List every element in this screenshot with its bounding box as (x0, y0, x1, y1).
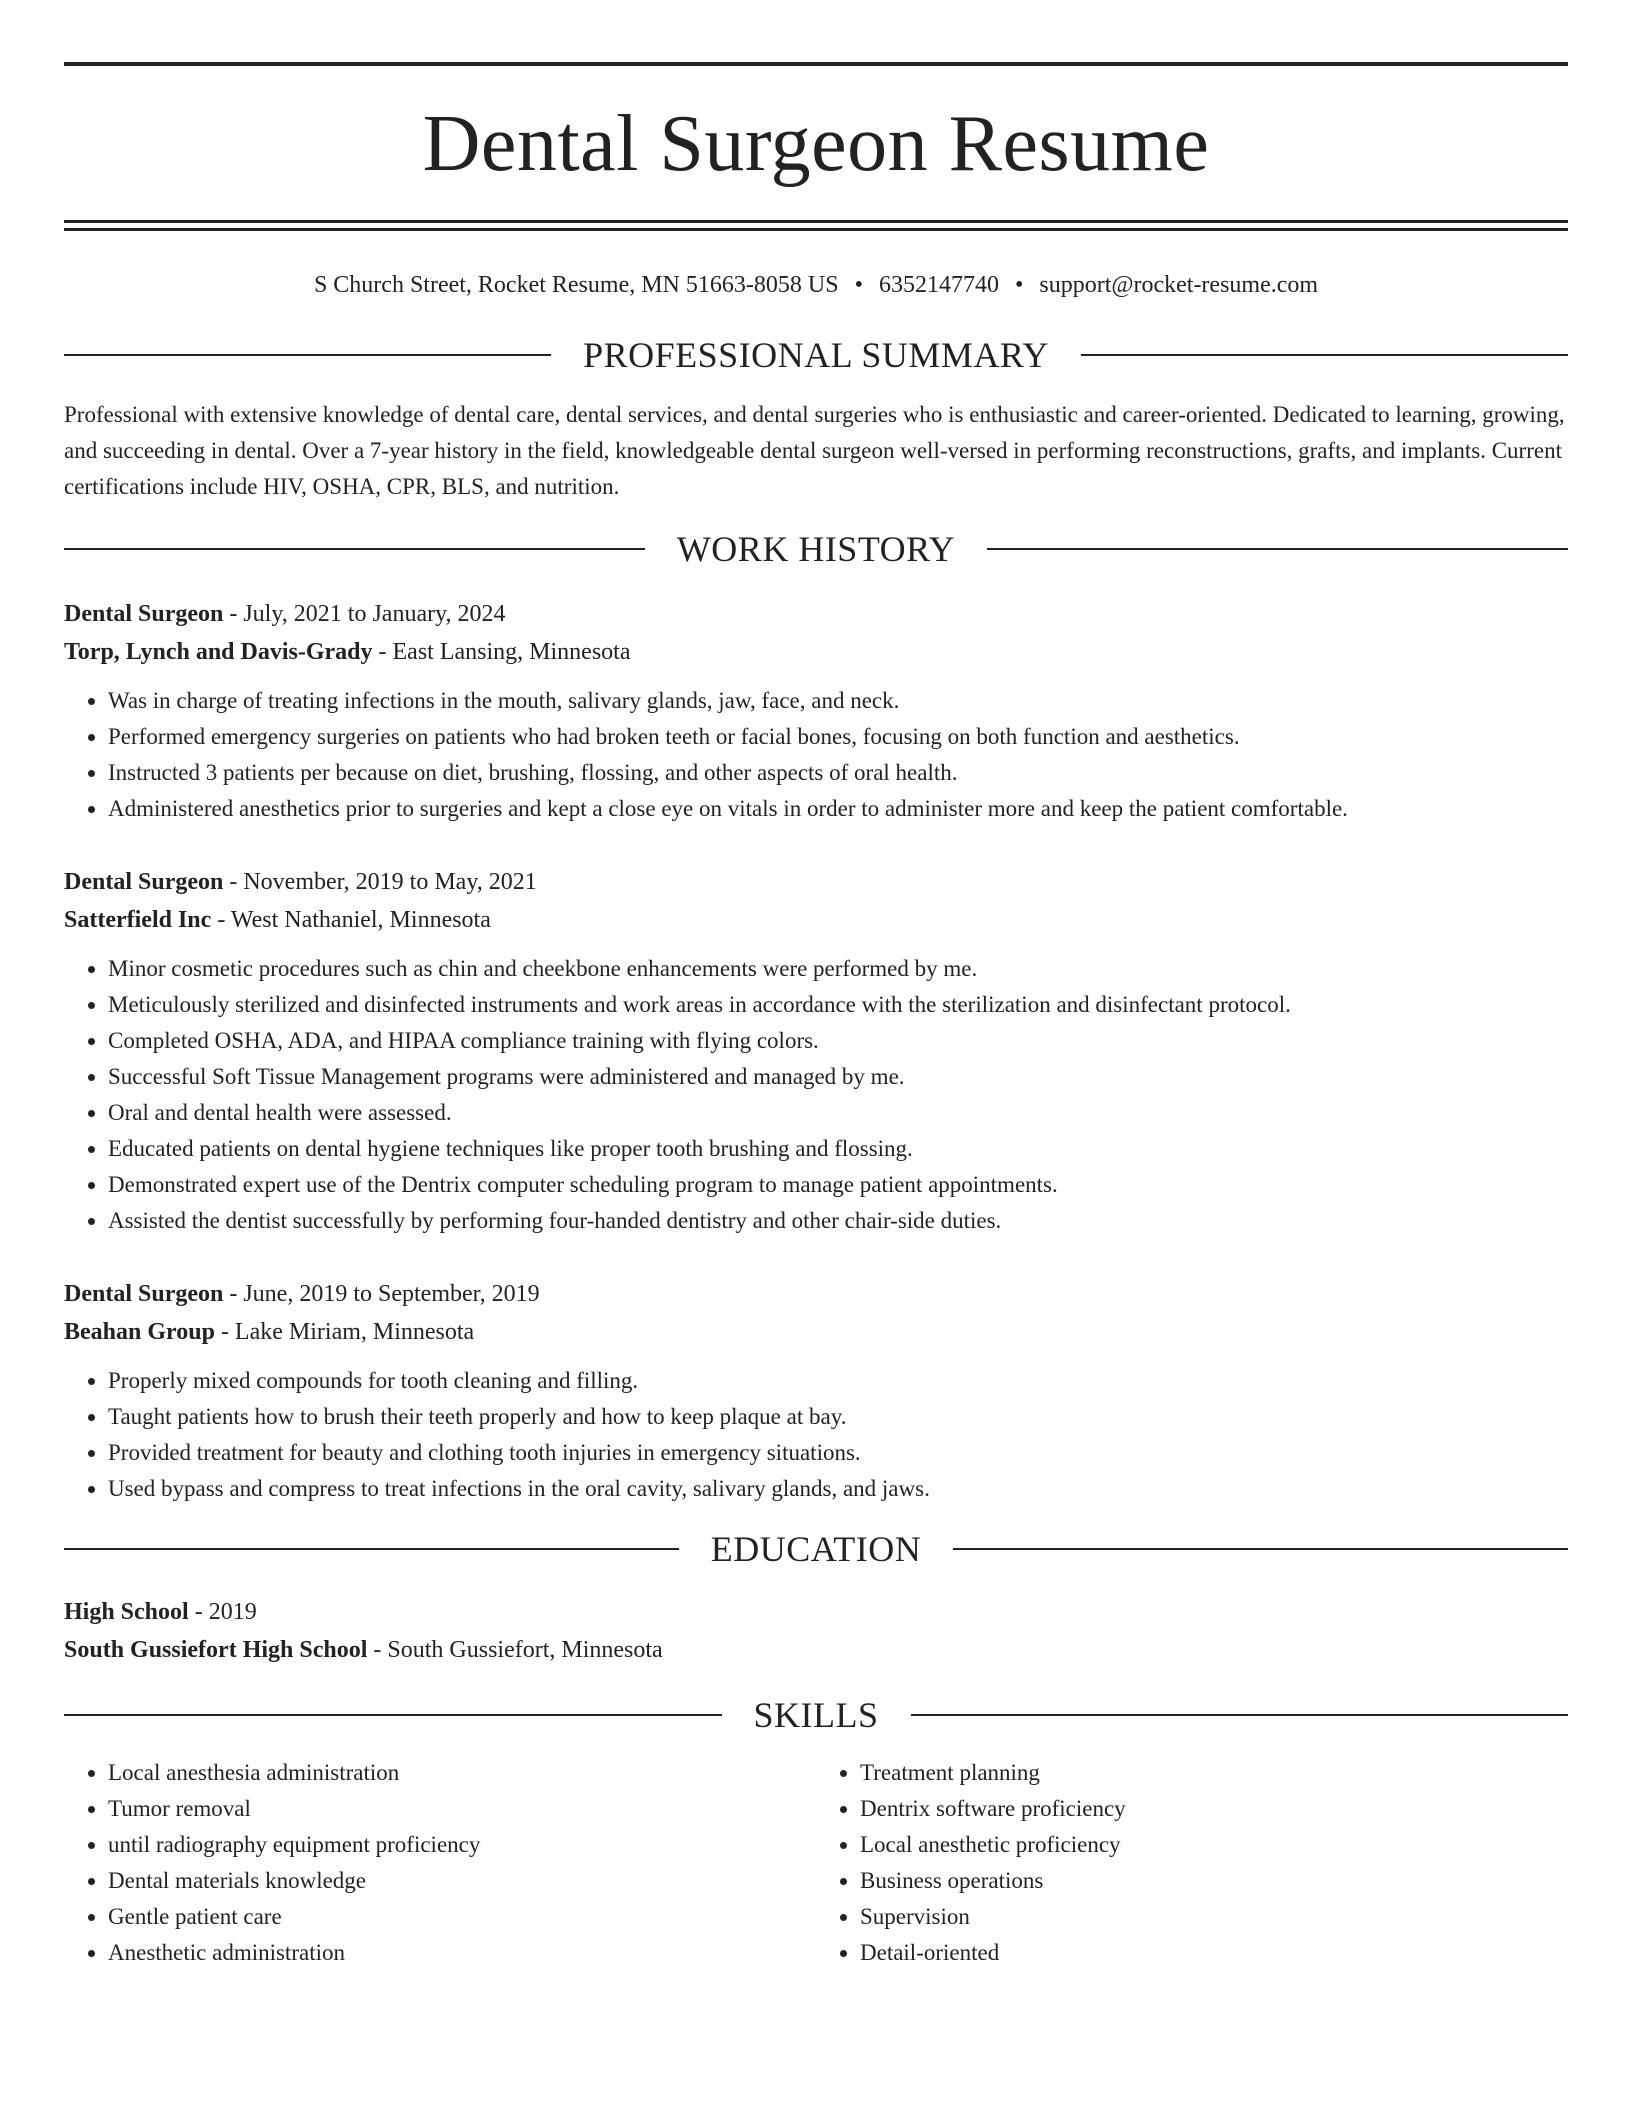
resume-title: Dental Surgeon Resume (422, 100, 1210, 188)
divider-line (64, 354, 551, 356)
education-entry (64, 1593, 1568, 1669)
education-location: - South Gussiefort, Minnesota (367, 1637, 663, 1663)
education-school: South Gussiefort High School (64, 1637, 368, 1663)
job-company: Torp, Lynch and Davis-Grady (64, 639, 373, 665)
job-title: Dental Surgeon (64, 1281, 224, 1307)
job-bullet-item: • Successful Soft Tissue Management programs were administered and managed by me. (108, 1059, 1568, 1095)
skill-item: • Treatment planning (860, 1755, 1568, 1791)
contact-separator: • (854, 272, 863, 298)
job-entry (64, 863, 1568, 1239)
section-title-skills: SKILLS (753, 1695, 879, 1735)
skill-item: • until radiography equipment proficiency (108, 1827, 816, 1863)
skills-columns (64, 1755, 1568, 1971)
job-company: Satterfield Inc (64, 907, 212, 933)
job-bullet-item: • Provided treatment for beauty and clothing tooth injuries in emergency situations. (108, 1435, 1568, 1471)
section-header-summary (64, 333, 1568, 377)
job-bullets (64, 683, 1568, 827)
section-title-summary: PROFESSIONAL SUMMARY (583, 335, 1049, 375)
job-title-line (64, 863, 1568, 901)
job-bullets (64, 951, 1568, 1239)
top-rule (64, 62, 1568, 66)
education-year: - 2019 (188, 1599, 257, 1625)
job-bullet-item: • Educated patients on dental hygiene techniques like proper tooth brushing and flossing. (108, 1131, 1568, 1167)
skill-item: • Dentrix software proficiency (860, 1791, 1568, 1827)
skill-item: • Supervision (860, 1899, 1568, 1935)
job-dates: - June, 2019 to September, 2019 (223, 1281, 540, 1307)
skill-item: • Anesthetic administration (108, 1935, 816, 1971)
job-bullets (64, 1363, 1568, 1507)
divider-line (911, 1714, 1569, 1716)
job-entry (64, 595, 1568, 827)
skill-item: • Business operations (860, 1863, 1568, 1899)
education-degree: High School (64, 1599, 189, 1625)
job-bullet-item: • Administered anesthetics prior to surgeries and kept a close eye on vitals in order to administer more and keep the patient comfortable. (108, 791, 1568, 827)
divider-line (1081, 354, 1568, 356)
job-title: Dental Surgeon (64, 869, 224, 895)
divider-line (64, 1714, 722, 1716)
job-company-line (64, 633, 1568, 671)
job-dates: - July, 2021 to January, 2024 (223, 601, 506, 627)
section-header-work (64, 527, 1568, 571)
skill-item: • Detail-oriented (860, 1935, 1568, 1971)
skill-item: • Tumor removal (108, 1791, 816, 1827)
education-school-line (64, 1631, 1568, 1669)
education-degree-line (64, 1593, 1568, 1631)
job-bullet-item: • Minor cosmetic procedures such as chin and cheekbone enhancements were performed by me. (108, 951, 1568, 987)
divider-line (64, 548, 645, 550)
skill-item: • Local anesthesia administration (108, 1755, 816, 1791)
skills-list-right (816, 1755, 1568, 1971)
job-entry (64, 1275, 1568, 1507)
job-bullet-item: • Properly mixed compounds for tooth cleaning and filling. (108, 1363, 1568, 1399)
job-location: - West Nathaniel, Minnesota (211, 907, 491, 933)
job-company: Beahan Group (64, 1319, 215, 1345)
job-title-line (64, 595, 1568, 633)
job-bullet-item: • Completed OSHA, ADA, and HIPAA compliance training with flying colors. (108, 1023, 1568, 1059)
job-bullet-item: • Meticulously sterilized and disinfected instruments and work areas in accordance with the sterilization and disinfectant protocol. (108, 987, 1568, 1023)
job-dates: - November, 2019 to May, 2021 (223, 869, 537, 895)
job-bullet-item: • Taught patients how to brush their teeth properly and how to keep plaque at bay. (108, 1399, 1568, 1435)
job-bullet-item: • Was in charge of treating infections in the mouth, salivary glands, jaw, face, and neck. (108, 683, 1568, 719)
work-history-list (64, 595, 1568, 1507)
divider-line (953, 1548, 1568, 1550)
job-location: - Lake Miriam, Minnesota (214, 1319, 475, 1345)
contact-phone: 6352147740 (878, 272, 999, 298)
divider-line (64, 1548, 679, 1550)
skill-item: • Gentle patient care (108, 1899, 816, 1935)
job-bullet-item: • Performed emergency surgeries on patients who had broken teeth or facial bones, focusing on both function and aesthetics. (108, 719, 1568, 755)
skills-list-left (64, 1755, 816, 1971)
contact-separator: • (1014, 272, 1024, 298)
job-location: - East Lansing, Minnesota (372, 639, 631, 665)
divider-line (987, 548, 1568, 550)
job-bullet-item: • Demonstrated expert use of the Dentrix computer scheduling program to manage patient appointments. (108, 1167, 1568, 1203)
job-company-line (64, 901, 1568, 939)
section-title-education: EDUCATION (710, 1529, 922, 1569)
contact-email: support@rocket-resume.com (1039, 272, 1319, 298)
job-title-line (64, 1275, 1568, 1313)
section-header-education (64, 1527, 1568, 1571)
section-header-skills (64, 1693, 1568, 1737)
job-bullet-item: • Oral and dental health were assessed. (108, 1095, 1568, 1131)
job-bullet-item: • Assisted the dentist successfully by performing four-handed dentistry and other chair-side duties. (108, 1203, 1568, 1239)
job-bullet-item: • Used bypass and compress to treat infections in the oral cavity, salivary glands, and jaws. (108, 1471, 1568, 1507)
skill-item: • Dental materials knowledge (108, 1863, 816, 1899)
contact-line (64, 269, 1568, 301)
job-title: Dental Surgeon (64, 601, 224, 627)
section-title-work: WORK HISTORY (676, 529, 956, 569)
job-bullet-item: • Instructed 3 patients per because on diet, brushing, flossing, and other aspects of oral health. (108, 755, 1568, 791)
summary-text: Professional with extensive knowledge of dental care, dental services, and dental surgeries who is enthusiastic and career-oriented. Dedicated to learning, growing, and succeeding in dental. Over a 7-year history in the field, knowledgeable dental surgeon well-versed in performing reconstructions, grafts, and implants. Current certifications include HIV, OSHA, CPR, BLS, and nutrition. (64, 402, 1565, 499)
title-double-rule (64, 220, 1568, 231)
skill-item: • Local anesthetic proficiency (860, 1827, 1568, 1863)
contact-address: S Church Street, Rocket Resume, MN 51663-8058 US (313, 272, 839, 298)
job-company-line (64, 1313, 1568, 1351)
